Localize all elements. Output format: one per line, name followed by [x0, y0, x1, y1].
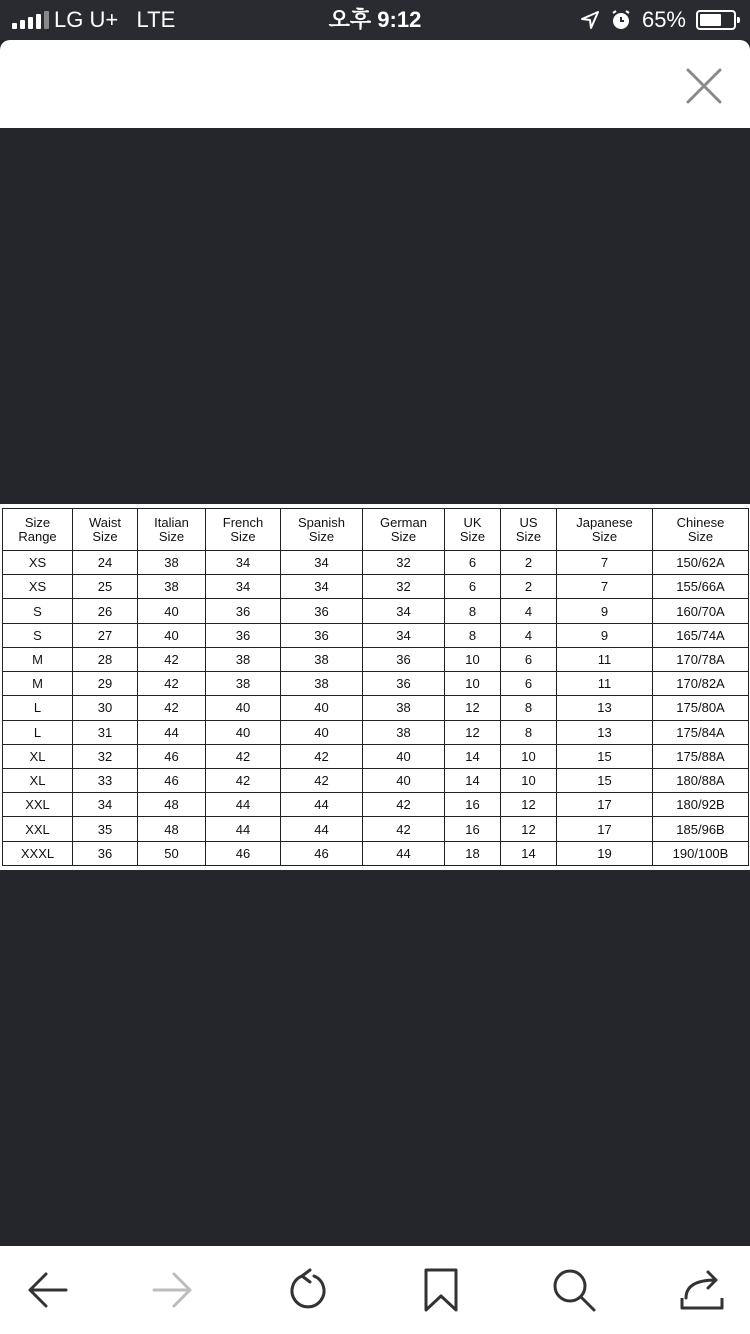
- carrier-label: LG U+ LTE: [54, 7, 176, 32]
- column-header: [557, 509, 653, 551]
- table-cell: 40: [363, 744, 445, 768]
- table-cell: 180/92B: [653, 793, 749, 817]
- table-cell: 15: [557, 744, 653, 768]
- table-cell: 175/80A: [653, 696, 749, 720]
- search-icon: [550, 1266, 598, 1314]
- table-cell: XL: [3, 768, 73, 792]
- table-cell: 13: [557, 696, 653, 720]
- column-header-line: Size: [24, 514, 51, 530]
- table-cell: 40: [281, 720, 363, 744]
- table-cell: 42: [206, 768, 281, 792]
- status-bar: [0, 0, 750, 40]
- column-header-line: Size: [158, 528, 185, 544]
- table-cell: 40: [363, 768, 445, 792]
- table-cell: 40: [138, 599, 206, 623]
- table-cell: 12: [501, 817, 557, 841]
- table-cell: 17: [557, 817, 653, 841]
- table-cell: 32: [363, 575, 445, 599]
- table-cell: 18: [445, 841, 501, 865]
- alarm-clock-icon: [610, 9, 632, 31]
- column-header-line: Size: [687, 528, 714, 544]
- column-header-line: Size: [515, 528, 542, 544]
- table-cell: 155/66A: [653, 575, 749, 599]
- table-cell: 38: [206, 672, 281, 696]
- table-cell: 12: [501, 793, 557, 817]
- table-cell: 34: [281, 551, 363, 575]
- table-cell: 34: [281, 575, 363, 599]
- column-header-line: Japanese: [576, 514, 633, 530]
- modal-header: [0, 40, 750, 128]
- table-cell: 38: [206, 647, 281, 671]
- column-header-line: French: [222, 514, 264, 530]
- battery-icon: [696, 10, 736, 30]
- column-header-line: Size: [390, 528, 417, 544]
- table-cell: 9: [557, 599, 653, 623]
- column-header-line: Italian: [154, 514, 189, 530]
- table-cell: 10: [445, 672, 501, 696]
- share-icon: [676, 1264, 728, 1316]
- column-header-line: Size: [230, 528, 256, 544]
- table-cell: 11: [557, 647, 653, 671]
- column-header: [281, 509, 363, 551]
- table-cell: 46: [138, 744, 206, 768]
- table-cell: 40: [206, 696, 281, 720]
- table-cell: 190/100B: [653, 841, 749, 865]
- table-cell: 46: [206, 841, 281, 865]
- column-header-line: Size: [92, 528, 118, 544]
- table-cell: 44: [206, 793, 281, 817]
- table-cell: 36: [281, 599, 363, 623]
- table-cell: M: [3, 647, 73, 671]
- column-header: [206, 509, 281, 551]
- table-cell: 34: [206, 551, 281, 575]
- table-row: [3, 672, 749, 696]
- table-cell: XS: [3, 551, 73, 575]
- table-cell: 12: [445, 696, 501, 720]
- table-cell: M: [3, 672, 73, 696]
- column-header: [653, 509, 749, 551]
- column-header: [445, 509, 501, 551]
- table-cell: 26: [73, 599, 138, 623]
- table-cell: 44: [281, 793, 363, 817]
- table-cell: 4: [501, 599, 557, 623]
- table-cell: 14: [445, 768, 501, 792]
- table-cell: S: [3, 623, 73, 647]
- column-header: [73, 509, 138, 551]
- table-cell: 12: [445, 720, 501, 744]
- table-cell: 150/62A: [653, 551, 749, 575]
- search-button[interactable]: [548, 1264, 600, 1316]
- table-cell: 38: [138, 551, 206, 575]
- table-cell: 48: [138, 793, 206, 817]
- table-cell: 6: [501, 647, 557, 671]
- column-header-line: Size: [308, 528, 335, 544]
- table-cell: 44: [363, 841, 445, 865]
- table-cell: 16: [445, 817, 501, 841]
- table-cell: 6: [501, 672, 557, 696]
- image-viewer[interactable]: [0, 128, 750, 1246]
- table-cell: 36: [281, 623, 363, 647]
- table-cell: 28: [73, 647, 138, 671]
- table-row: [3, 696, 749, 720]
- table-cell: 30: [73, 696, 138, 720]
- table-cell: 36: [73, 841, 138, 865]
- column-header-line: UK: [463, 514, 482, 530]
- forward-arrow-icon: [148, 1266, 196, 1314]
- table-cell: 24: [73, 551, 138, 575]
- table-cell: 8: [501, 720, 557, 744]
- table-cell: 185/96B: [653, 817, 749, 841]
- table-cell: 32: [73, 744, 138, 768]
- column-header-line: Waist: [88, 514, 122, 530]
- table-cell: 42: [138, 696, 206, 720]
- table-cell: 8: [501, 696, 557, 720]
- table-cell: 36: [363, 672, 445, 696]
- table-cell: 42: [281, 744, 363, 768]
- bookmark-icon: [417, 1266, 465, 1314]
- table-cell: S: [3, 599, 73, 623]
- table-row: [3, 575, 749, 599]
- table-cell: 40: [138, 623, 206, 647]
- bottom-toolbar: [0, 1246, 750, 1334]
- table-cell: 170/78A: [653, 647, 749, 671]
- table-cell: 34: [363, 599, 445, 623]
- column-header-line: Chinese: [676, 514, 725, 530]
- column-header-line: German: [380, 514, 427, 530]
- column-header: [363, 509, 445, 551]
- column-header: [138, 509, 206, 551]
- table-cell: 44: [206, 817, 281, 841]
- table-row: [3, 720, 749, 744]
- table-cell: 44: [281, 817, 363, 841]
- column-header: [501, 509, 557, 551]
- table-cell: L: [3, 720, 73, 744]
- table-cell: 38: [363, 696, 445, 720]
- share-button[interactable]: [676, 1264, 728, 1316]
- table-cell: XXL: [3, 793, 73, 817]
- table-cell: 14: [445, 744, 501, 768]
- table-row: [3, 793, 749, 817]
- table-cell: 42: [138, 672, 206, 696]
- table-cell: XXXL: [3, 841, 73, 865]
- column-header-line: US: [519, 514, 538, 530]
- table-row: [3, 647, 749, 671]
- table-cell: 38: [363, 720, 445, 744]
- table-cell: 29: [73, 672, 138, 696]
- table-cell: 11: [557, 672, 653, 696]
- column-header-line: Range: [18, 528, 57, 544]
- table-cell: 25: [73, 575, 138, 599]
- table-cell: 6: [445, 551, 501, 575]
- reload-button[interactable]: [282, 1264, 334, 1316]
- table-cell: 38: [138, 575, 206, 599]
- table-cell: 180/88A: [653, 768, 749, 792]
- table-cell: 42: [281, 768, 363, 792]
- table-cell: 36: [206, 623, 281, 647]
- table-cell: 10: [501, 744, 557, 768]
- table-cell: 34: [73, 793, 138, 817]
- table-cell: 10: [445, 647, 501, 671]
- table-cell: 170/82A: [653, 672, 749, 696]
- table-cell: 7: [557, 575, 653, 599]
- back-button[interactable]: [22, 1264, 74, 1316]
- table-cell: 10: [501, 768, 557, 792]
- table-cell: 40: [206, 720, 281, 744]
- table-cell: 42: [363, 817, 445, 841]
- forward-button[interactable]: [146, 1264, 198, 1316]
- table-cell: L: [3, 696, 73, 720]
- table-cell: 42: [363, 793, 445, 817]
- table-cell: 44: [138, 720, 206, 744]
- table-cell: 19: [557, 841, 653, 865]
- table-cell: XL: [3, 744, 73, 768]
- clock: 오후 9:12: [328, 7, 422, 32]
- table-cell: 33: [73, 768, 138, 792]
- table-row: [3, 744, 749, 768]
- table-cell: 2: [501, 575, 557, 599]
- table-cell: XXL: [3, 817, 73, 841]
- table-cell: 8: [445, 623, 501, 647]
- table-row: [3, 841, 749, 865]
- column-header-line: Spanish: [298, 514, 345, 530]
- table-cell: 34: [363, 623, 445, 647]
- table-cell: 38: [281, 647, 363, 671]
- size-chart-table: [2, 508, 749, 866]
- location-arrow-icon: [580, 10, 600, 30]
- table-cell: 7: [557, 551, 653, 575]
- table-cell: 32: [363, 551, 445, 575]
- table-cell: 42: [206, 744, 281, 768]
- table-cell: 175/84A: [653, 720, 749, 744]
- close-icon[interactable]: [684, 66, 724, 106]
- table-cell: 50: [138, 841, 206, 865]
- table-cell: XS: [3, 575, 73, 599]
- table-cell: 34: [206, 575, 281, 599]
- bookmark-button[interactable]: [415, 1264, 467, 1316]
- table-cell: 38: [281, 672, 363, 696]
- table-cell: 35: [73, 817, 138, 841]
- table-cell: 4: [501, 623, 557, 647]
- table-cell: 31: [73, 720, 138, 744]
- table-cell: 46: [281, 841, 363, 865]
- table-row: [3, 551, 749, 575]
- table-cell: 27: [73, 623, 138, 647]
- table-cell: 36: [363, 647, 445, 671]
- table-cell: 160/70A: [653, 599, 749, 623]
- table-row: [3, 768, 749, 792]
- table-row: [3, 623, 749, 647]
- table-cell: 6: [445, 575, 501, 599]
- back-arrow-icon: [24, 1266, 72, 1314]
- table-row: [3, 599, 749, 623]
- table-cell: 14: [501, 841, 557, 865]
- table-cell: 2: [501, 551, 557, 575]
- battery-percent: 65%: [641, 7, 686, 32]
- table-header-row: [3, 509, 749, 551]
- table-cell: 42: [138, 647, 206, 671]
- table-cell: 40: [281, 696, 363, 720]
- table-cell: 15: [557, 768, 653, 792]
- table-row: [3, 817, 749, 841]
- table-cell: 165/74A: [653, 623, 749, 647]
- column-header: [3, 509, 73, 551]
- table-cell: 9: [557, 623, 653, 647]
- size-chart-image: [0, 504, 750, 870]
- column-header-line: Size: [591, 528, 618, 544]
- table-cell: 16: [445, 793, 501, 817]
- column-header-line: Size: [459, 528, 486, 544]
- reload-icon: [284, 1266, 332, 1314]
- table-cell: 8: [445, 599, 501, 623]
- table-cell: 46: [138, 768, 206, 792]
- table-cell: 36: [206, 599, 281, 623]
- table-cell: 13: [557, 720, 653, 744]
- table-cell: 48: [138, 817, 206, 841]
- table-cell: 175/88A: [653, 744, 749, 768]
- table-cell: 17: [557, 793, 653, 817]
